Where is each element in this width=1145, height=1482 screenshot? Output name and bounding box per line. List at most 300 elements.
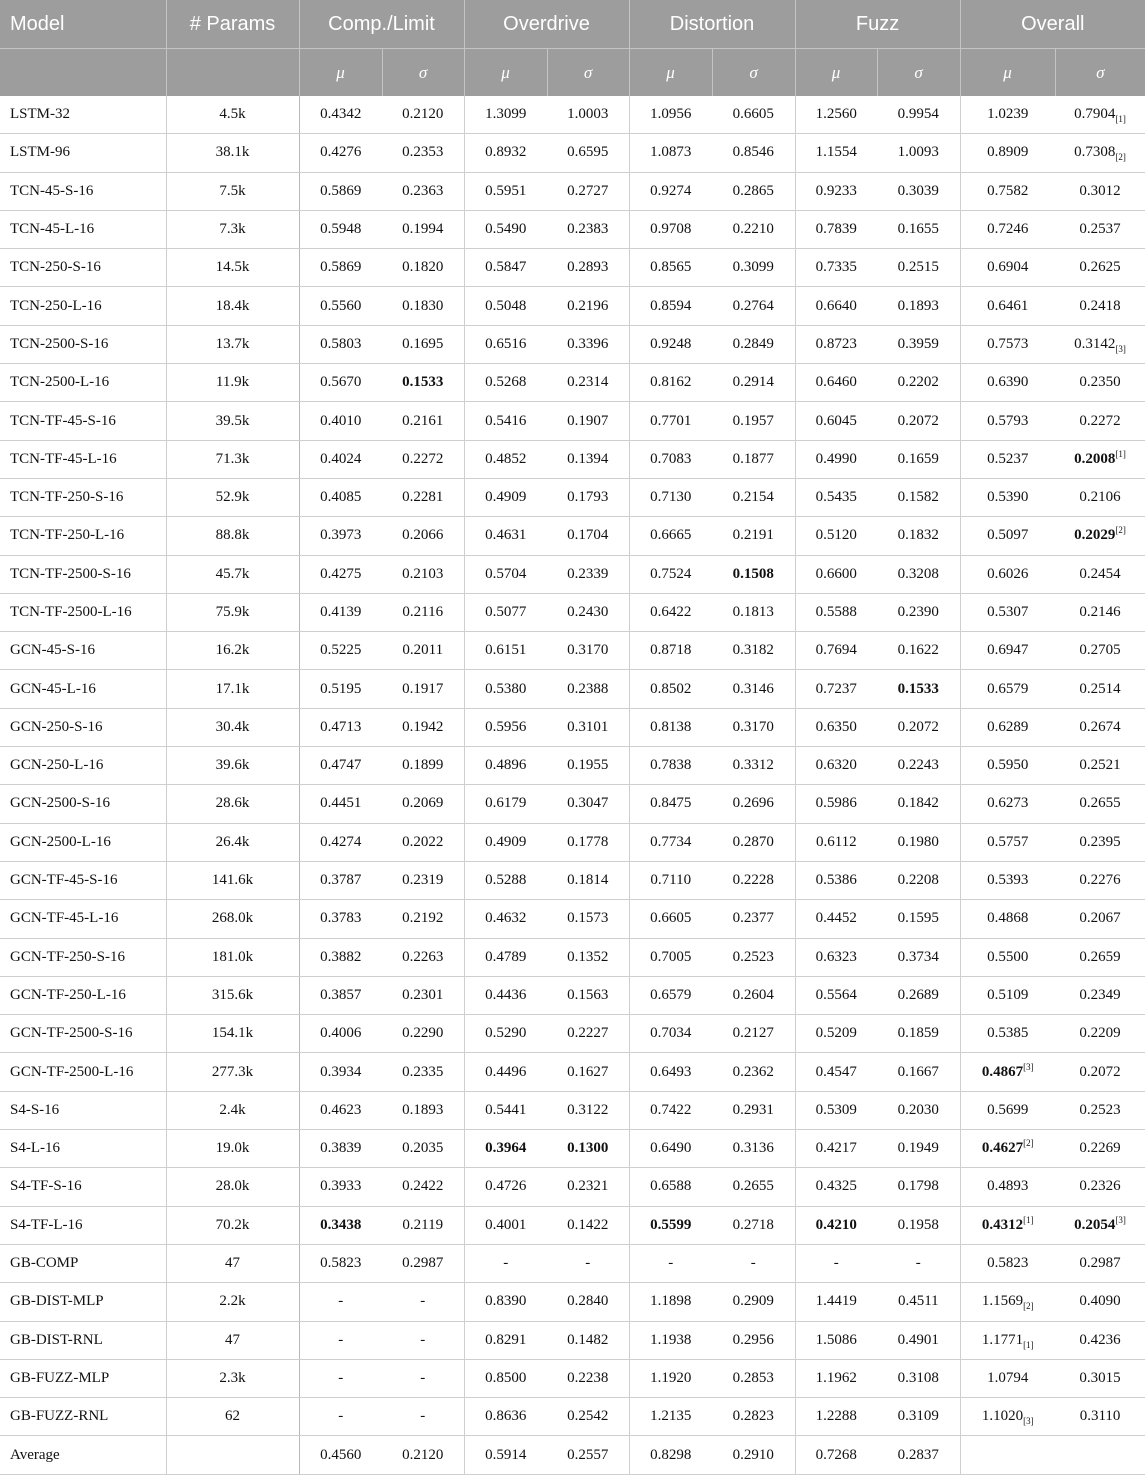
value-text: 0.5380 [485,680,527,697]
value-text: 0.3146 [732,680,774,697]
model-name-cell: GCN-TF-250-L-16 [0,976,166,1014]
mu-value-cell [795,593,877,631]
sigma-value-cell [382,287,464,325]
value-text: 0.2514 [1079,680,1121,697]
mu-value-cell [629,1053,712,1091]
value-text: 0.2910 [732,1446,774,1463]
mu-value-cell [299,1168,382,1206]
rank-marker: [1] [1115,448,1126,459]
mu-value-cell [464,364,547,402]
mu-header: μ [795,49,877,97]
value-text: 0.4627 [981,1140,1024,1157]
mu-value-cell [795,785,877,823]
sigma-value-cell [877,1206,960,1244]
sigma-value-cell [547,325,629,363]
value-text: 0.5869 [320,259,362,276]
value-text: 0.2208 [897,872,939,889]
sigma-value-cell [712,402,795,440]
value-text: 0.2764 [732,297,774,314]
value-text: - [420,1293,426,1310]
table-row [0,785,1145,823]
mu-value-cell [795,249,877,287]
value-text: 0.6390 [987,374,1029,391]
sigma-value-cell [877,1283,960,1321]
sigma-value-cell [382,1206,464,1244]
value-text: 0.1907 [567,412,609,429]
value-text: 0.2542 [567,1408,609,1425]
sigma-value-cell [547,478,629,516]
mu-value-cell [960,364,1055,402]
table-row [0,440,1145,478]
table-row [0,1436,1145,1474]
mu-value-cell [464,517,547,555]
value-text: 0.2106 [1079,489,1121,506]
value-text: 0.5699 [987,1101,1029,1118]
sigma-value-cell [1055,517,1145,555]
value-text: 0.4852 [485,450,527,467]
value-text: 0.1980 [897,833,939,850]
mu-value-cell [795,287,877,325]
value-text: 1.0873 [650,144,692,161]
value-text: 0.6461 [987,297,1029,314]
sigma-value-cell [547,1283,629,1321]
value-text: 0.2987 [1079,1255,1121,1272]
mu-value-cell [299,249,382,287]
model-name-cell: TCN-TF-45-S-16 [0,402,166,440]
value-text: 0.7034 [650,1025,692,1042]
mu-value-cell [960,593,1055,631]
value-text: 0.7083 [650,450,692,467]
table-row [0,1130,1145,1168]
value-text: - [420,1369,426,1386]
value-text: 0.4909 [485,489,527,506]
mu-value-cell [795,325,877,363]
value-text: 0.7524 [650,565,692,582]
value-text: 0.3934 [320,1063,362,1080]
sigma-value-cell [877,747,960,785]
value-text: 0.7130 [650,489,692,506]
value-text: 0.1508 [732,565,774,582]
sigma-value-cell [382,1398,464,1436]
value-text: 0.5950 [987,757,1029,774]
sigma-value-cell [712,708,795,746]
value-text: 0.2659 [1079,948,1121,965]
value-text: 0.2072 [897,718,939,735]
model-name-cell: GCN-TF-45-S-16 [0,861,166,899]
mu-value-cell [464,1359,547,1397]
table-row [0,1091,1145,1129]
sigma-value-cell [1055,134,1145,172]
mu-value-cell [464,747,547,785]
sigma-value-cell [712,861,795,899]
mu-value-cell [629,708,712,746]
sigma-value-cell [1055,861,1145,899]
value-text: 0.4236 [1079,1331,1121,1348]
value-text: 0.4511 [897,1293,939,1310]
value-text: 0.2269 [1079,1140,1121,1157]
value-text: 0.4217 [815,1140,857,1157]
mu-value-cell [795,210,877,248]
sigma-value-cell [877,861,960,899]
mu-value-cell [464,287,547,325]
sigma-value-cell [382,172,464,210]
mu-value-cell [795,555,877,593]
sigma-value-cell [1055,1321,1145,1359]
mu-value-cell [960,1168,1055,1206]
value-text: 0.2335 [402,1063,444,1080]
value-text: 0.8565 [650,259,692,276]
sigma-value-cell [877,249,960,287]
sigma-value-cell [1055,478,1145,516]
value-text: 1.2560 [815,106,857,123]
sigma-value-cell [877,632,960,670]
sigma-value-cell [382,210,464,248]
sigma-value-cell [1055,1015,1145,1053]
params-cell: 18.4k [166,287,299,325]
value-text: 0.5599 [650,1216,692,1233]
model-name-cell: LSTM-32 [0,96,166,134]
sigma-value-cell [382,708,464,746]
mu-value-cell [960,555,1055,593]
value-text: 0.5847 [485,259,527,276]
sigma-value-cell [547,1053,629,1091]
mu-value-cell [795,1283,877,1321]
value-text: 0.2388 [567,680,609,697]
model-name-cell: Average [0,1436,166,1474]
sigma-value-cell [712,325,795,363]
mu-value-cell [960,632,1055,670]
mu-value-cell [299,1206,382,1244]
value-text: 0.2191 [732,527,774,544]
mu-value-cell [795,1168,877,1206]
value-text: 0.5948 [320,221,362,238]
mu-value-cell [960,1398,1055,1436]
value-text: 1.5086 [815,1331,857,1348]
value-text: 0.9248 [650,335,692,352]
value-text: 0.3122 [567,1101,609,1118]
value-text: 0.2430 [567,604,609,620]
sigma-value-cell [1055,172,1145,210]
sigma-value-cell [547,249,629,287]
params-cell: 315.6k [166,976,299,1014]
mu-value-cell [464,938,547,976]
value-text: 0.3182 [732,642,774,659]
value-text: 0.4342 [320,106,362,123]
sigma-value-cell [382,747,464,785]
value-text: 0.5393 [987,872,1029,889]
mu-value-cell [960,938,1055,976]
mu-value-cell [960,1321,1055,1359]
value-text: 0.6579 [650,986,692,1003]
mu-value-cell [795,1130,877,1168]
value-text: 0.2227 [567,1025,609,1042]
sigma-value-cell [877,670,960,708]
value-text: 0.1394 [567,450,609,467]
value-text: 0.1573 [567,910,609,927]
sigma-value-cell [382,1436,464,1474]
value-text: 0.4085 [320,489,362,506]
mu-value-cell [464,1206,547,1244]
value-text: 0.2696 [732,795,774,812]
mu-value-cell [464,325,547,363]
sigma-value-cell [1055,976,1145,1014]
model-name-cell: GCN-2500-L-16 [0,823,166,861]
mu-value-cell [629,1359,712,1397]
mu-value-cell [464,900,547,938]
value-text: 0.4451 [320,795,362,812]
mu-value-cell [464,1244,547,1282]
mu-value-cell [960,747,1055,785]
mu-value-cell [795,172,877,210]
model-name-cell: GCN-TF-250-S-16 [0,938,166,976]
mu-value-cell [629,823,712,861]
value-text: 1.4419 [815,1293,857,1310]
value-text: 0.7308 [1074,144,1116,161]
mu-value-cell [960,96,1055,134]
value-text: 1.1898 [650,1293,692,1310]
value-text: 0.3208 [897,565,939,582]
value-text: 0.1798 [897,1178,939,1195]
value-text: 0.2909 [732,1293,774,1310]
value-text: 0.5560 [320,297,362,314]
value-text: 0.4547 [815,1063,857,1080]
params-cell: 28.0k [166,1168,299,1206]
mu-value-cell [299,1130,382,1168]
params-cell: 277.3k [166,1053,299,1091]
sigma-value-cell [547,364,629,402]
sigma-value-cell [877,1091,960,1129]
mu-value-cell [629,1244,712,1282]
params-cell: 19.0k [166,1130,299,1168]
value-text: 0.2523 [1079,1101,1121,1118]
mu-value-cell [464,1091,547,1129]
sigma-value-cell [712,364,795,402]
sigma-value-cell [1055,708,1145,746]
params-cell: 38.1k [166,134,299,172]
mu-value-cell [629,287,712,325]
params-cell: 181.0k [166,938,299,976]
value-text: 0.2029 [1074,527,1116,544]
value-text: 0.4632 [485,910,527,927]
params-cell: 16.2k [166,632,299,670]
model-name-cell: GCN-250-S-16 [0,708,166,746]
model-name-cell: TCN-TF-2500-L-16 [0,593,166,631]
sigma-value-cell [877,1244,960,1282]
value-text: 0.2418 [1079,297,1121,314]
value-text: 0.6151 [485,642,527,659]
model-name-cell: TCN-250-S-16 [0,249,166,287]
mu-value-cell [629,1130,712,1168]
mu-value-cell [299,708,382,746]
sigma-value-cell [1055,747,1145,785]
model-name-cell: S4-TF-S-16 [0,1168,166,1206]
sigma-value-cell [877,708,960,746]
value-text: 0.5386 [815,872,857,889]
group-header-distortion: Distortion [629,0,795,49]
sigma-value-cell [877,1321,960,1359]
table-row [0,287,1145,325]
mu-value-cell [795,1436,877,1474]
mu-value-cell [299,1436,382,1474]
sigma-value-cell [382,1091,464,1129]
value-text: 0.3108 [897,1369,939,1386]
value-text: 0.2349 [1079,986,1121,1003]
mu-value-cell [629,1436,712,1474]
value-text: 0.1300 [567,1140,609,1157]
sigma-value-cell [1055,938,1145,976]
value-text: 0.2339 [567,565,609,582]
sigma-value-cell [1055,210,1145,248]
sigma-value-cell [712,1436,795,1474]
value-text: 0.4893 [987,1178,1029,1195]
value-text: 0.4909 [485,833,527,850]
mu-value-cell [795,823,877,861]
value-text: 0.1813 [732,604,774,620]
sigma-value-cell [877,325,960,363]
value-text: 0.6588 [650,1178,692,1195]
value-text: 0.2523 [732,948,774,965]
value-text: - [503,1255,509,1272]
mu-value-cell [299,402,382,440]
sigma-value-cell [877,210,960,248]
mu-value-cell [795,670,877,708]
value-text: 0.1955 [567,757,609,774]
mu-header: μ [299,49,382,97]
table-row [0,1015,1145,1053]
value-text: 0.3882 [320,948,362,965]
value-text: 0.5956 [485,718,527,735]
value-text: 1.2288 [815,1408,857,1425]
sigma-value-cell [382,402,464,440]
value-text: 0.4001 [485,1216,527,1233]
value-text: 0.6323 [815,948,857,965]
sigma-value-cell [712,1168,795,1206]
table-row [0,134,1145,172]
mu-value-cell [464,172,547,210]
sigma-value-cell [547,134,629,172]
mu-value-cell [795,1053,877,1091]
value-text: 0.5704 [485,565,527,582]
sigma-value-cell [712,1398,795,1436]
table-row [0,1321,1145,1359]
value-text: 1.0239 [987,106,1029,123]
mu-value-cell [299,861,382,899]
mu-value-cell [464,1168,547,1206]
sigma-value-cell [1055,287,1145,325]
mu-value-cell [299,478,382,516]
mu-value-cell [299,1398,382,1436]
value-text: 0.2116 [402,604,444,620]
sigma-value-cell [712,440,795,478]
sigma-value-cell [1055,440,1145,478]
sigma-value-cell [547,1015,629,1053]
value-text: 0.6112 [815,833,857,850]
table-row [0,517,1145,555]
mu-value-cell [629,517,712,555]
value-text: 0.2557 [567,1446,609,1463]
sigma-value-cell [547,1168,629,1206]
sigma-value-cell [547,670,629,708]
value-text: 0.1994 [402,221,444,238]
value-text: 0.6045 [815,412,857,429]
value-text: 0.6026 [987,565,1029,582]
mu-value-cell [299,1283,382,1321]
mu-value-cell [795,440,877,478]
mu-value-cell [629,785,712,823]
mu-value-cell [795,938,877,976]
value-text: 0.1820 [402,259,444,276]
table-row [0,747,1145,785]
mu-value-cell [960,517,1055,555]
sigma-value-cell [547,1359,629,1397]
params-cell: 14.5k [166,249,299,287]
value-text: 0.7246 [987,221,1029,238]
value-text: 0.2893 [567,259,609,276]
value-text: 0.2956 [732,1331,774,1348]
sigma-value-cell [877,134,960,172]
mu-value-cell [464,593,547,631]
table-row [0,1359,1145,1397]
value-text: 0.6273 [987,795,1029,812]
mu-value-cell [464,823,547,861]
params-cell: 30.4k [166,708,299,746]
value-text: 0.6460 [815,374,857,391]
sigma-value-cell [1055,785,1145,823]
value-text: 0.5757 [987,833,1029,850]
params-cell: 62 [166,1398,299,1436]
rank-marker: [3] [1023,1061,1034,1072]
value-text: 0.5793 [987,412,1029,429]
mu-value-cell [299,210,382,248]
mu-value-cell [795,632,877,670]
value-text: 0.7110 [650,872,692,889]
sigma-value-cell [547,96,629,134]
value-text: 0.3039 [897,182,939,199]
mu-value-cell [629,249,712,287]
value-text: 0.1667 [897,1063,939,1080]
sigma-value-cell [712,1283,795,1321]
mu-value-cell [960,440,1055,478]
mu-value-cell [960,134,1055,172]
sigma-value-cell [1055,1283,1145,1321]
params-cell: 268.0k [166,900,299,938]
value-text: 0.2326 [1079,1178,1121,1195]
value-text: 0.2127 [732,1025,774,1042]
params-cell: 47 [166,1244,299,1282]
value-text: 0.5048 [485,297,527,314]
value-text: 0.2314 [567,374,609,391]
value-text: 0.2276 [1079,872,1121,889]
mu-value-cell [960,172,1055,210]
mu-value-cell [960,1283,1055,1321]
value-text: 0.2853 [732,1369,774,1386]
mu-value-cell [960,976,1055,1014]
value-text: 0.2537 [1079,221,1121,238]
value-text: 0.1877 [732,450,774,467]
params-cell: 88.8k [166,517,299,555]
sigma-value-cell [382,364,464,402]
value-text: 0.7734 [650,833,692,850]
mu-value-cell [960,325,1055,363]
sigma-value-cell [547,1130,629,1168]
value-text: 0.2290 [402,1025,444,1042]
mu-value-cell [960,900,1055,938]
table-row [0,708,1145,746]
value-text: 0.2674 [1079,718,1121,735]
table-row [0,632,1145,670]
sigma-value-cell [382,670,464,708]
sigma-value-cell [877,785,960,823]
